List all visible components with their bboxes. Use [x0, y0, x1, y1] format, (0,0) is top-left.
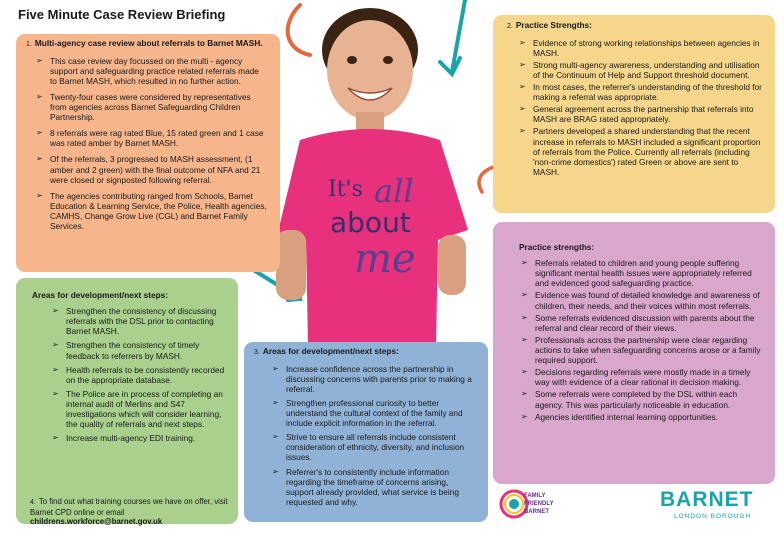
section-heading: Areas for development/next steps: — [32, 290, 169, 300]
list-item: ➢ Increase multi-agency EDI training. — [50, 433, 228, 443]
list-item: ➢ Strive to ensure all referrals include consistent consideration of ethnicity, diversity, and inclusion issues. — [270, 432, 478, 462]
family-friendly-barnet-logo — [498, 484, 554, 524]
bullet-list — [507, 38, 763, 177]
list-item: ➢ The agencies contributing ranged from Schools, Barnet Education & Learning Service, the Police, Health agencies, CAMHS, Change Grow Live (CGL) and Barnet Family Services. — [34, 191, 268, 231]
section-practice-strengths-detail — [493, 222, 775, 484]
svg-text:FAMILY: FAMILY — [524, 493, 546, 499]
list-item: ➢ General agreement across the partnership that referrals into MASH are BRAG rated appropriately. — [517, 104, 763, 124]
bullet-list — [32, 306, 228, 443]
barnet-london-borough-logo — [660, 484, 760, 524]
tshirt-line2: all — [374, 172, 414, 210]
contact-email[interactable]: childrens.workforce@barnet.gov.uk — [30, 517, 163, 527]
section-practice-strengths — [493, 15, 775, 213]
section-areas-for-development — [16, 278, 238, 524]
svg-text:FRIENDLY: FRIENDLY — [524, 501, 554, 507]
list-item: ➢ 8 referrals were rag rated Blue, 15 rated green and 1 case was rated amber by Barnet MASH. — [34, 128, 268, 148]
training-text: To find out what training courses we have on offer, visit Barnet CPD online or email — [30, 497, 228, 517]
arrow-decoration — [288, 5, 310, 55]
bullet-list — [519, 258, 763, 422]
list-item: ➢ Of the referrals, 3 progressed to MASH assessment, (1 amber and 2 green) with the final outcome of NFA and 21 were closed or signposted following referral. — [34, 154, 268, 184]
list-item: ➢ Strengthen the consistency of discussing referrals with the DSL prior to contacting Barnet MASH. — [50, 306, 228, 336]
barnet-logo-text: BARNET — [660, 488, 754, 511]
list-item: ➢ Agencies identified internal learning opportunities. — [519, 412, 763, 422]
section-heading: Areas for development/next steps: — [262, 346, 399, 356]
tshirt-line3: about — [330, 206, 411, 239]
bullet-list — [26, 56, 268, 232]
list-item: ➢ Evidence was found of detailed knowledge and awareness of children, their needs, and their voices within most referrals. — [519, 290, 763, 310]
section-heading: Practice strengths: — [519, 242, 595, 252]
list-item: ➢ Referrals related to children and young people suffering significant mental health issues were appropriately referred and evidenced good safeguarding practice. — [519, 258, 763, 288]
list-item: ➢ Increase confidence across the partnership in discussing concerns with parents prior to making a referral. — [270, 364, 478, 394]
list-item: ➢ The Police are in process of completing an internal audit of Merlins and S47 investigations which will consider learning, the quality of referrals and next steps. — [50, 389, 228, 429]
section-number: 4. — [30, 499, 36, 506]
section-number: 3. — [254, 349, 260, 356]
list-item: ➢ Strengthen the consistency of timely feedback to referrers by MASH. — [50, 340, 228, 360]
list-item: ➢ Strengthen professional curiosity to better understand the cultural context of the family and include explicit information in the referral. — [270, 398, 478, 428]
list-item: ➢ Partners developed a shared understanding that the recent increase in referrals to MASH included a significant proportion of referrals from the Police. Currently all referrals (including 'non-crime domestics') rated Green or above are sent to MASH. — [517, 126, 763, 177]
list-item: ➢ Twenty-four cases were considered by representatives from agencies across Barnet Safeguarding Children Partnership. — [34, 92, 268, 122]
page-title: Five Minute Case Review Briefing — [18, 7, 226, 22]
child-photo — [270, 0, 500, 350]
section-number: 2. — [507, 23, 513, 30]
svg-text:BARNET: BARNET — [524, 509, 549, 515]
section-multi-agency-review — [16, 34, 280, 272]
list-item: ➢ Referrer's to consistently include information regarding the timeframe of concerns arising, support already provided, what service is being requested and why. — [270, 467, 478, 507]
training-note — [30, 497, 240, 527]
list-item: ➢ Decisions regarding referrals were mostly made in a timely way with evidence of a clear rational in decision making. — [519, 367, 763, 387]
section-heading: Multi-agency case review about referrals to Barnet MASH. — [34, 38, 263, 48]
list-item: ➢ Professionals across the partnership were clear regarding actions to take when safeguarding concerns arose or a family required support. — [519, 335, 763, 365]
arrow-decoration — [440, 0, 465, 74]
section-heading: Practice Strengths: — [515, 20, 592, 30]
list-item: ➢ Strong multi-agency awareness, understanding and utilisation of the Continuum of Help and Support threshold document. — [517, 60, 763, 80]
list-item: ➢ This case review day focussed on the multi - agency support and safeguarding practice related referrals made to Barnet MASH, which resulted in no further action. — [34, 56, 268, 86]
section-areas-for-development-3 — [244, 342, 488, 522]
tshirt-line1: It's — [328, 177, 363, 202]
list-item: ➢ Evidence of strong working relationships between agencies in MASH. — [517, 38, 763, 58]
list-item: ➢ Some referrals evidenced discussion with parents about the referral and clear record of their views. — [519, 313, 763, 333]
barnet-logo-subtext: LONDON BOROUGH — [674, 513, 752, 520]
list-item: ➢ Health referrals to be consistently recorded on the appropriate database. — [50, 365, 228, 385]
tshirt-line4: me — [354, 236, 416, 282]
bullet-list — [254, 364, 478, 507]
section-number: 1. — [26, 41, 32, 48]
list-item: ➢ Some referrals were completed by the DSL within each agency. This was particularly noticeable in education. — [519, 389, 763, 409]
list-item: ➢ In most cases, the referrer's understanding of the threshold for making a referral was appropriate. — [517, 82, 763, 102]
